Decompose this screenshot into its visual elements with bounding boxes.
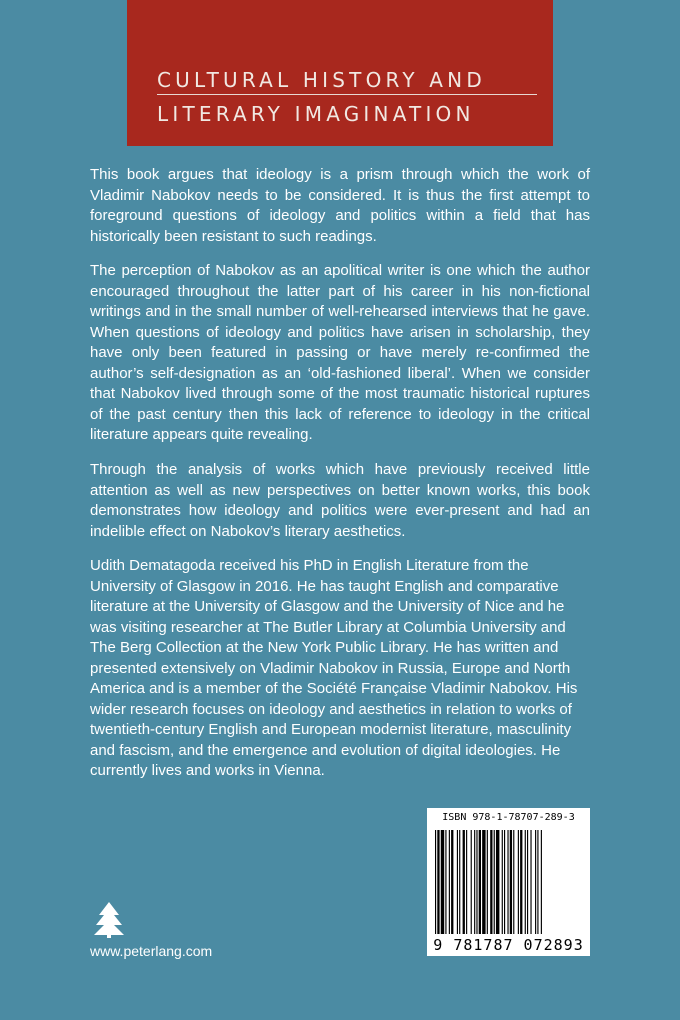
barcode-bar: [496, 830, 499, 934]
barcode-bar: [435, 830, 436, 934]
series-banner: [127, 0, 553, 146]
barcode-bar: [459, 830, 460, 934]
barcode-bar: [535, 830, 536, 934]
barcode-bar: [510, 830, 512, 934]
barcode-bar: [530, 830, 531, 934]
barcode-bar: [525, 830, 526, 934]
barcode-bar: [490, 830, 492, 934]
barcode-bar: [479, 830, 481, 934]
isbn-barcode: [427, 808, 590, 956]
publisher-website: www.peterlang.com: [90, 943, 213, 959]
barcode-bar: [441, 830, 444, 934]
barcode-bar: [487, 830, 488, 934]
barcode-bar: [494, 830, 495, 934]
barcode-bar: [474, 830, 475, 934]
barcode-bar: [463, 830, 465, 934]
barcode-bar: [507, 830, 508, 934]
barcode-bar: [466, 830, 467, 934]
barcode-bar: [502, 830, 503, 934]
barcode-bar: [449, 830, 450, 934]
barcode-bar: [445, 830, 446, 934]
series-divider: [157, 94, 537, 95]
peter-lang-tree-icon: [92, 900, 126, 938]
barcode-bar: [482, 830, 485, 934]
barcode-bar: [437, 830, 439, 934]
blurb-paragraph-2: The perception of Nabokov as an apolitical writer is one which the author encouraged throughout the latter part of his career in his non-fictional writings and in the small number of well-rehearsed interviews that he gave. When questions of ideology and politics have arisen in scholarship, they have only been featured in passing or have merely re-confirmed the author’s self-designation as an ‘old-fashioned liberal’. When we consider that Nabokov lived through some of the most traumatic historical ruptures of the past century then this lack of reference to ideology in the critical literature appears quite revealing.: [90, 262, 590, 443]
series-title-line-2: LITERARY IMAGINATION: [157, 102, 475, 126]
author-bio: Udith Dematagoda received his PhD in English Literature from the University of Glasgow in 2016. He has taught English and comparative literature at the University of Glasgow and the University of Nice and he was visiting researcher at The Butler Library at Columbia University and The Berg Collection at the New York Public Library. He has written and presented extensively on Vladimir Nabokov in Russia, Europe and North America and is a member of the Société Française Vladimir Nabokov. His wider research focuses on ideology and aesthetics in relation to works of twentieth-century English and European modernist literature, masculinity and fascism, and the emergence and evolution of digital ideologies. He currently lives and works in Vienna.: [90, 557, 578, 779]
barcode-bar: [457, 830, 458, 934]
barcode-bar: [520, 830, 522, 934]
barcode-bars: [435, 830, 582, 934]
barcode-bar: [451, 830, 453, 934]
barcode-bar: [476, 830, 477, 934]
blurb-paragraph-3: Through the analysis of works which have previously received little attention as well as new perspectives on better known works, this book demonstrates how ideology and politics were ever-present and had an indelible effect on Nabokov’s literary aesthetics.: [90, 461, 590, 540]
barcode-bar: [518, 830, 519, 934]
isbn-label: ISBN 978-1-78707-289-3: [442, 812, 575, 823]
ean-digits: 9 781787 072893: [433, 936, 584, 954]
series-title-line-1: CULTURAL HISTORY AND: [157, 68, 486, 92]
barcode-bar: [527, 830, 528, 934]
barcode-bar: [471, 830, 472, 934]
blurb-paragraph-1: This book argues that ideology is a prism through which the work of Vladimir Nabokov needs to be considered. It is thus the first attempt to foreground questions of ideology and politics within a field that has historically been resistant to such readings.: [90, 166, 590, 245]
barcode-bar: [537, 830, 538, 934]
barcode-bar: [513, 830, 514, 934]
barcode-bar: [541, 830, 542, 934]
barcode-bar: [504, 830, 505, 934]
